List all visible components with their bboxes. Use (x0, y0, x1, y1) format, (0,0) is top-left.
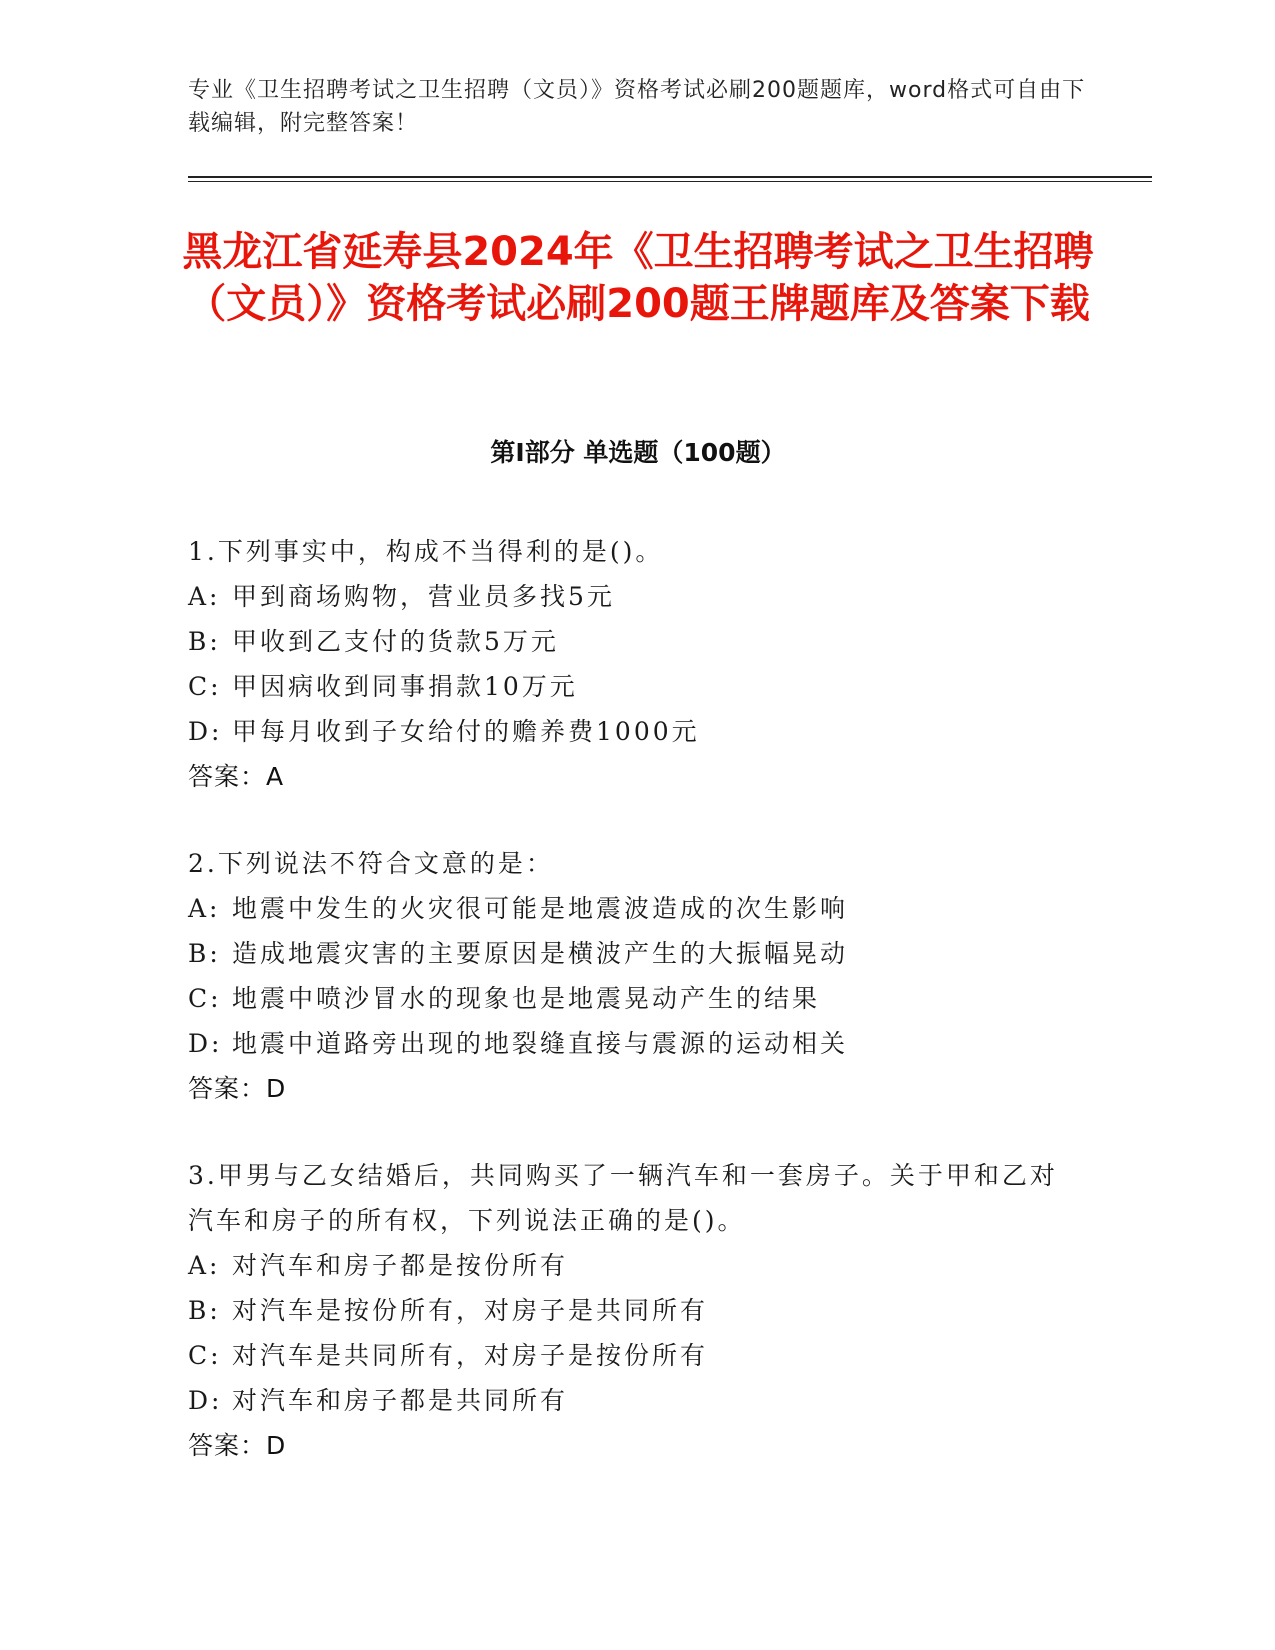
answer-line: 答案：A (188, 762, 285, 791)
option-d (188, 1021, 1068, 1066)
option-letter: C: (188, 1341, 222, 1370)
option-letter: B: (188, 627, 221, 656)
option-letter: A: (188, 582, 221, 611)
option-a (188, 1243, 1068, 1288)
option-text: 甲每月收到子女给付的赡养费1000元 (232, 717, 700, 746)
option-text: 对汽车和房子都是共同所有 (232, 1386, 569, 1415)
option-letter: D: (188, 1029, 223, 1058)
option-text: 对汽车是共同所有，对房子是按份所有 (232, 1341, 709, 1370)
header-divider-thin (188, 181, 1152, 182)
option-d (188, 709, 1068, 754)
option-text: 甲因病收到同事捐款10万元 (232, 672, 578, 701)
header-divider-thick (188, 176, 1152, 178)
option-letter: B: (188, 1296, 221, 1325)
option-letter: A: (188, 894, 221, 923)
answer-line: 答案：D (188, 1074, 287, 1103)
option-c (188, 976, 1068, 1021)
question-2 (188, 841, 1068, 1111)
option-c (188, 1333, 1068, 1378)
option-d (188, 1378, 1068, 1423)
option-text: 地震中喷沙冒水的现象也是地震晃动产生的结果 (232, 984, 821, 1013)
question-list (188, 529, 1068, 1510)
option-text: 对汽车是按份所有，对房子是共同所有 (232, 1296, 709, 1325)
option-text: 对汽车和房子都是按份所有 (232, 1251, 569, 1280)
option-text: 地震中道路旁出现的地裂缝直接与震源的运动相关 (232, 1029, 849, 1058)
option-letter: C: (188, 672, 222, 701)
option-a (188, 886, 1068, 931)
question-stem: 3.甲男与乙女结婚后，共同购买了一辆汽车和一套房子。关于甲和乙对汽车和房子的所有权，下列说法正确的是()。 (188, 1161, 1058, 1235)
option-c (188, 664, 1068, 709)
option-b (188, 619, 1068, 664)
option-letter: B: (188, 939, 221, 968)
option-letter: C: (188, 984, 222, 1013)
header-note: 专业《卫生招聘考试之卫生招聘（文员）》资格考试必刷200题题库，word格式可自由下载编辑，附完整答案！ (188, 78, 1086, 136)
option-text: 造成地震灾害的主要原因是横波产生的大振幅晃动 (232, 939, 849, 968)
option-letter: D: (188, 1386, 223, 1415)
question-3 (188, 1153, 1068, 1468)
option-letter: D: (188, 717, 223, 746)
document-title: 黑龙江省延寿县2024年《卫生招聘考试之卫生招聘（文员）》资格考试必刷200题王牌题库及答案下载 (182, 229, 1094, 327)
option-b (188, 1288, 1068, 1333)
option-text: 甲到商场购物，营业员多找5元 (232, 582, 615, 611)
option-b (188, 931, 1068, 976)
option-a (188, 574, 1068, 619)
answer-line: 答案：D (188, 1431, 287, 1460)
option-letter: A: (188, 1251, 221, 1280)
section-heading: 第Ⅰ部分 单选题（100题） (490, 438, 786, 467)
option-text: 地震中发生的火灾很可能是地震波造成的次生影响 (232, 894, 849, 923)
question-stem: 2.下列说法不符合文意的是： (188, 849, 554, 878)
option-text: 甲收到乙支付的货款5万元 (232, 627, 559, 656)
question-1 (188, 529, 1068, 799)
question-stem: 1.下列事实中，构成不当得利的是()。 (188, 537, 664, 566)
